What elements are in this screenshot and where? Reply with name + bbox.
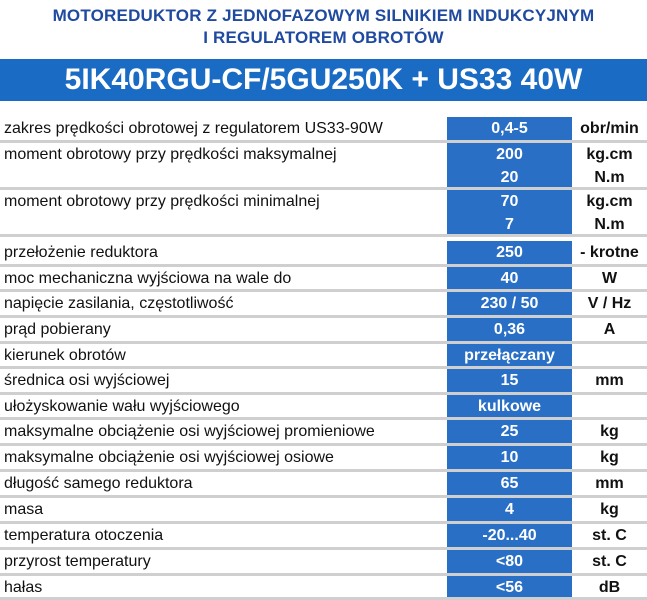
spec-value-cell <box>447 292 572 315</box>
spec-value: <56 <box>495 579 524 596</box>
spec-unit-cell <box>572 318 647 341</box>
spec-unit: A <box>603 321 616 338</box>
spec-unit: kg.cm <box>586 193 633 210</box>
spec-value: 4 <box>505 501 514 518</box>
spec-unit: kg <box>600 423 619 440</box>
spec-value-cell <box>447 117 572 140</box>
spec-value: 7 <box>505 216 514 233</box>
spec-value: 10 <box>500 449 519 466</box>
spec-value: -20...40 <box>482 527 537 544</box>
spec-value: 65 <box>500 475 519 492</box>
spec-row <box>0 576 647 600</box>
spec-unit-cell <box>572 524 647 547</box>
model-banner: 5IK40RGU-CF/5GU250K + US33 40W <box>0 59 647 101</box>
spec-row <box>0 472 647 498</box>
spec-unit: kg.cm <box>586 146 633 163</box>
spec-value-cell <box>447 472 572 495</box>
spec-value-cell <box>447 576 572 597</box>
spec-unit-cell <box>572 190 647 236</box>
spec-value-cell <box>447 318 572 341</box>
spec-row <box>0 524 647 550</box>
spec-unit: st. C <box>592 553 627 570</box>
spec-value-cell <box>447 446 572 469</box>
spec-value: 40 <box>500 270 519 287</box>
spec-row <box>0 318 647 344</box>
row-divider <box>0 234 647 237</box>
spec-value-cell <box>447 143 572 187</box>
spec-value: 20 <box>500 169 519 186</box>
spec-label: moment obrotowy przy prędkości minimalnej <box>4 193 320 210</box>
spec-row <box>0 498 647 524</box>
spec-unit: W <box>601 270 618 287</box>
spec-label: masa <box>4 501 44 518</box>
title-line-1: MOTOREDUKTOR Z JEDNOFAZOWYM SILNIKIEM INDUKCYJNYM <box>52 6 595 25</box>
spec-value: 200 <box>496 146 523 163</box>
spec-label: ułożyskowanie wału wyjściowego <box>4 398 240 415</box>
spec-label: zakres prędkości obrotowej z regulatorem US33-90W <box>4 120 383 137</box>
spec-value: 250 <box>496 244 523 261</box>
spec-unit-cell <box>572 267 647 290</box>
spec-value: kulkowe <box>477 398 542 415</box>
spec-unit-cell <box>572 369 647 392</box>
spec-value: 70 <box>500 193 519 210</box>
spec-value-cell <box>447 395 572 417</box>
spec-label: maksymalne obciążenie osi wyjściowej osiowe <box>4 449 334 466</box>
spec-value: 15 <box>500 372 519 389</box>
spec-value-cell <box>447 524 572 547</box>
spec-row <box>0 550 647 576</box>
spec-label: kierunek obrotów <box>4 347 126 364</box>
spec-value-cell <box>447 344 572 366</box>
spec-value: 0,4-5 <box>491 120 528 137</box>
spec-unit-cell <box>572 241 647 264</box>
spec-unit: N.m <box>594 216 625 233</box>
spec-unit-cell <box>572 576 647 599</box>
spec-label: średnica osi wyjściowej <box>4 372 170 389</box>
spec-value: 0,36 <box>493 321 526 338</box>
spec-row <box>0 292 647 318</box>
spec-label: temperatura otoczenia <box>4 527 164 544</box>
title-line-2: I REGULATOREM OBROTÓW <box>203 28 444 47</box>
spec-row <box>0 344 647 369</box>
spec-row <box>0 369 647 395</box>
spec-unit: mm <box>595 475 624 492</box>
spec-label: długość samego reduktora <box>4 475 193 492</box>
spec-row <box>0 117 647 143</box>
spec-label: napięcie zasilania, częstotliwość <box>4 295 234 312</box>
spec-value: <80 <box>495 553 524 570</box>
spec-label: przyrost temperatury <box>4 553 151 570</box>
spec-unit: st. C <box>592 527 627 544</box>
spec-unit-cell <box>572 420 647 443</box>
spec-unit-cell <box>572 498 647 521</box>
spec-unit-cell <box>572 143 647 189</box>
spec-value-cell <box>447 550 572 573</box>
spec-unit: mm <box>595 372 624 389</box>
spec-value: 230 / 50 <box>480 295 539 312</box>
title-block <box>0 0 647 57</box>
spec-value-cell <box>447 241 572 264</box>
spec-value-cell <box>447 369 572 392</box>
spec-label: moment obrotowy przy prędkości maksymalnej <box>4 146 337 163</box>
spec-unit-cell <box>572 472 647 495</box>
spec-unit: - krotne <box>580 244 639 261</box>
spec-row <box>0 446 647 472</box>
spec-unit-cell <box>572 550 647 573</box>
spec-value-cell <box>447 420 572 443</box>
spec-unit: kg <box>600 449 619 466</box>
spec-value-cell <box>447 190 572 234</box>
spec-label: maksymalne obciążenie osi wyjściowej promieniowe <box>4 423 375 440</box>
spec-label: hałas <box>4 579 43 596</box>
spec-unit: obr/min <box>580 120 639 137</box>
spec-row <box>0 143 647 190</box>
spec-value-cell <box>447 498 572 521</box>
spec-unit-cell <box>572 292 647 315</box>
spec-value: 25 <box>500 423 519 440</box>
spec-label: moc mechaniczna wyjściowa na wale do <box>4 270 292 287</box>
spec-row <box>0 420 647 446</box>
spec-unit: V / Hz <box>587 295 632 312</box>
spec-unit: kg <box>600 501 619 518</box>
spec-value: przełączany <box>464 347 555 364</box>
spec-unit: dB <box>598 579 621 596</box>
spec-row <box>0 190 647 237</box>
spec-unit-cell <box>572 117 647 140</box>
spec-row <box>0 395 647 420</box>
spec-label: przełożenie reduktora <box>4 244 158 261</box>
spec-row <box>0 267 647 292</box>
spec-unit-cell <box>572 446 647 469</box>
spec-label: prąd pobierany <box>4 321 111 338</box>
spec-row <box>0 241 647 267</box>
spec-value-cell <box>447 267 572 289</box>
spec-unit: N.m <box>594 169 625 186</box>
